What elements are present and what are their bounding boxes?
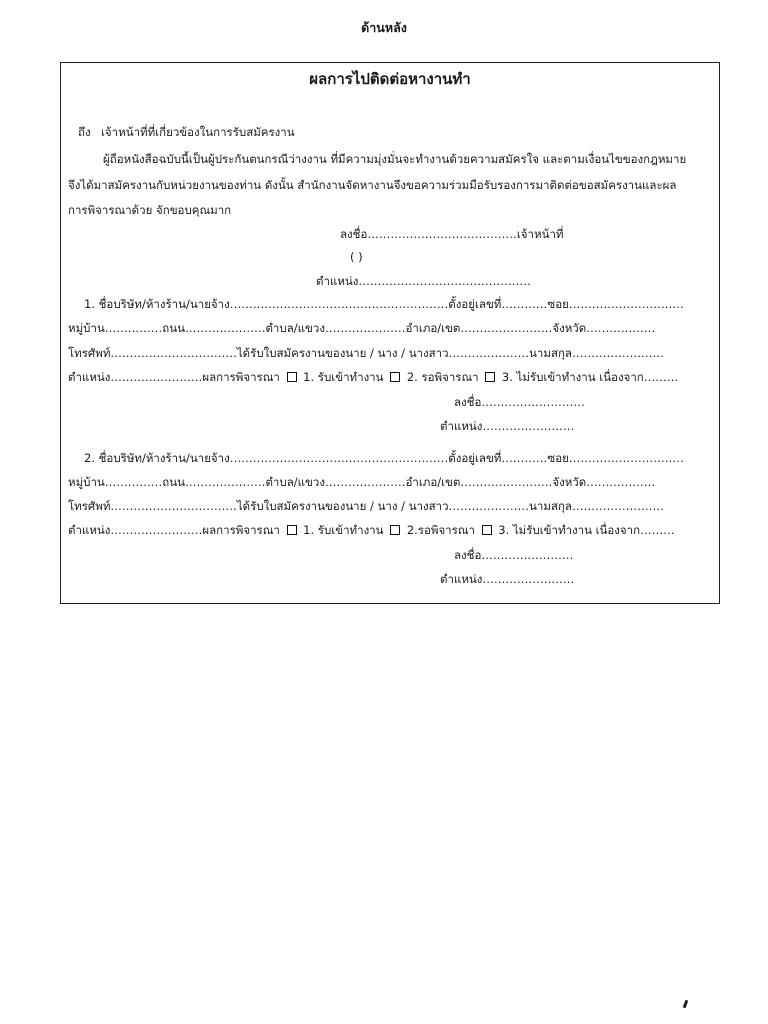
entry-2-checkbox-reject[interactable]: [482, 525, 492, 535]
entry-1-result-row: [68, 372, 678, 384]
scan-mark: [683, 1000, 689, 1009]
entry-2-applicant-line: โทรศัพท์……………………………ได้รับใบสมัครงานของนาย / นาง / นางสาว…………………นามสกุล……………………: [68, 499, 664, 513]
body-line-2: จึงได้มาสมัครงานกับหน่วยงานของท่าน ดังนั้น สำนักงานจัดหางานจึงขอความร่วมมือรับรองการมาติดต่อขอสมัครงานและผล: [68, 178, 677, 192]
entry-2-result-prefix: ตำแหน่ง……………………ผลการพิจารณา: [68, 523, 280, 537]
entry-1-sign-line: ลงชื่อ………………………: [454, 395, 585, 409]
entry-2-checkbox-hire[interactable]: [287, 525, 297, 535]
entry-2-option-reject: 3. ไม่รับเข้าทำงาน เนื่องจาก………: [498, 523, 675, 537]
entry-1-applicant-line: โทรศัพท์……………………………ได้รับใบสมัครงานของนาย / นาง / นางสาว…………………นามสกุล……………………: [68, 346, 664, 360]
page-header: ด้านหลัง: [361, 20, 407, 35]
entry-1-checkbox-reject[interactable]: [485, 372, 495, 382]
salutation-to-text: เจ้าหน้าที่ที่เกี่ยวข้องในการรับสมัครงาน: [101, 125, 295, 139]
officer-sign-line: ลงชื่อ…………………………………เจ้าหน้าที่: [340, 227, 564, 241]
entry-2-position-line: ตำแหน่ง……………………: [440, 572, 575, 586]
salutation-to-label: ถึง: [78, 125, 91, 139]
entry-2-address-line: หมู่บ้าน……………ถนน…………………ตำบล/แขวง…………………อำเภอ/เขต……………………จังหวัด………………: [68, 475, 656, 489]
entry-2-sign-line: ลงชื่อ……………………: [454, 548, 574, 562]
entry-2-option-pending: 2.รอพิจารณา: [406, 523, 475, 537]
entry-1-option-reject: 3. ไม่รับเข้าทำงาน เนื่องจาก………: [501, 370, 679, 384]
entry-2-company-line: 2. ชื่อบริษัท/ห้างร้าน/นายจ้าง…………………………………………………ตั้งอยู่เลขที่…………ซอย…………………………: [84, 451, 684, 465]
entry-2-checkbox-pending[interactable]: [390, 525, 400, 535]
entry-1-checkbox-hire[interactable]: [287, 372, 297, 382]
entry-1-address-line: หมู่บ้าน……………ถนน…………………ตำบล/แขวง…………………อำเภอ/เขต……………………จังหวัด………………: [68, 321, 656, 335]
entry-1-checkbox-pending[interactable]: [390, 372, 400, 382]
officer-position-line: ตำแหน่ง………………………………………: [316, 274, 531, 288]
entry-1-position-line: ตำแหน่ง……………………: [440, 419, 575, 433]
entry-1-company-line: 1. ชื่อบริษัท/ห้างร้าน/นายจ้าง…………………………………………………ตั้งอยู่เลขที่…………ซอย…………………………: [84, 297, 684, 311]
body-line-3: การพิจารณาด้วย จักขอบคุณมาก: [68, 203, 232, 217]
body-line-1: ผู้ถือหนังสือฉบับนี้เป็นผู้ประกันตนกรณีว่างงาน ที่มีความมุ่งมั่นจะทำงานด้วยความสมัครใจ และตามเงื่อนไขของกฎหมาย: [103, 152, 687, 166]
entry-2-result-row: [68, 525, 675, 537]
entry-1-option-pending: 2. รอพิจารณา: [406, 370, 479, 384]
entry-1-result-prefix: ตำแหน่ง……………………ผลการพิจารณา: [68, 370, 280, 384]
form-title: ผลการไปติดต่อหางานทำ: [309, 70, 471, 88]
entry-2-option-hire: 1. รับเข้าทำงาน: [303, 523, 384, 537]
officer-name-line: ( ): [350, 250, 363, 264]
entry-1-option-hire: 1. รับเข้าทำงาน: [303, 370, 384, 384]
